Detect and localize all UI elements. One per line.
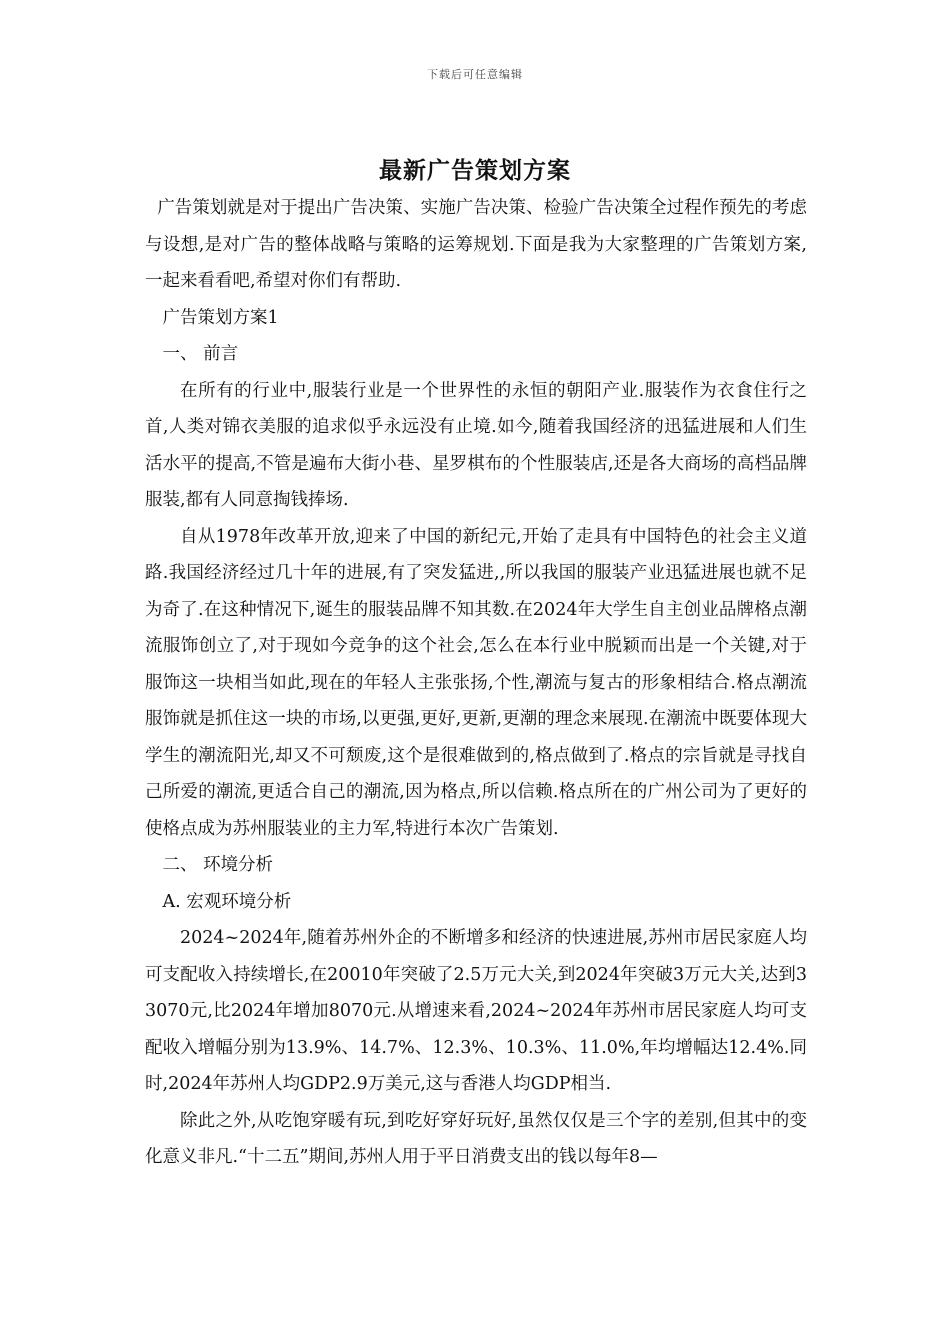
section-heading-preface: 一、 前言 <box>162 344 239 364</box>
intro-paragraph: 广告策划就是对于提出广告决策、实施广告决策、检验广告决策全过程作预先的考虑与设想,是对广告的整体战略与策略的运筹规划.下面是我为大家整理的广告策划方案,一起来看看吧,希望对你们有帮助. <box>145 198 807 291</box>
body-paragraph: 除此之外,从吃饱穿暖有玩,到吃好穿好玩好,虽然仅仅是三个字的差别,但其中的变化意义非凡.“十二五”期间,苏州人用于平日消费支出的钱以每年8— <box>145 1110 807 1167</box>
body-paragraph: 在所有的行业中,服装行业是一个世界性的永恒的朝阳产业.服装作为衣食住行之首,人类对锦衣美服的追求似乎永远没有止境.如今,随着我国经济的迅猛进展和人们生活水平的提高,不管是遍布大街小巷、星罗棋布的个性服装店,还是各大商场的高档品牌服装,都有人同意掏钱捧场. <box>145 380 807 510</box>
body-paragraph: 2024~2024年,随着苏州外企的不断增多和经济的快速进展,苏州市居民家庭人均可支配收入持续增长,在20010年突破了2.5万元大关,到2024年突破3万元大关,达到33070元,比2024年增加8070元.从增速来看,2024~2024年苏州市居民家庭人均可支配收入增幅分别为13.9%、14.7%、12.3%、10.3%、11.0%,年均增幅达12.4%.同时,2024年苏州人均GDP2.9万美元,这与香港人均GDP相当. <box>145 928 807 1094</box>
document-title: 最新广告策划方案 <box>379 157 571 184</box>
subsection-heading-macro: A. 宏观环境分析 <box>162 891 292 912</box>
header-note: 下载后可任意编辑 <box>427 68 523 81</box>
section-heading-environment: 二、 环境分析 <box>162 855 274 875</box>
document-body <box>145 190 807 1176</box>
body-paragraph: 自从1978年改革开放,迎来了中国的新纪元,开始了走具有中国特色的社会主义道路.我国经济经过几十年的进展,有了突发猛进,,所以我国的服装产业迅猛进展也就不足为奇了.在这种情况下,诞生的服装品牌不知其数.在2024年大学生自主创业品牌格点潮流服饰创立了,对于现如今竞争的这个社会,怎么在本行业中脱颖而出是一个关键,对于服饰这一块相当如此,现在的年轻人主张张扬,个性,潮流与复古的形象相结合.格点潮流服饰就是抓住这一块的市场,以更强,更好,更新,更潮的理念来展现.在潮流中既要体现大学生的潮流阳光,却又不可颓废,这个是很难做到的,格点做到了.格点的宗旨就是寻找自己所爱的潮流,更适合自己的潮流,因为格点,所以信赖.格点所在的广州公司为了更好的使格点成为苏州服装业的主力军,特进行本次广告策划. <box>145 526 807 839</box>
plan-heading: 广告策划方案1 <box>162 307 279 328</box>
